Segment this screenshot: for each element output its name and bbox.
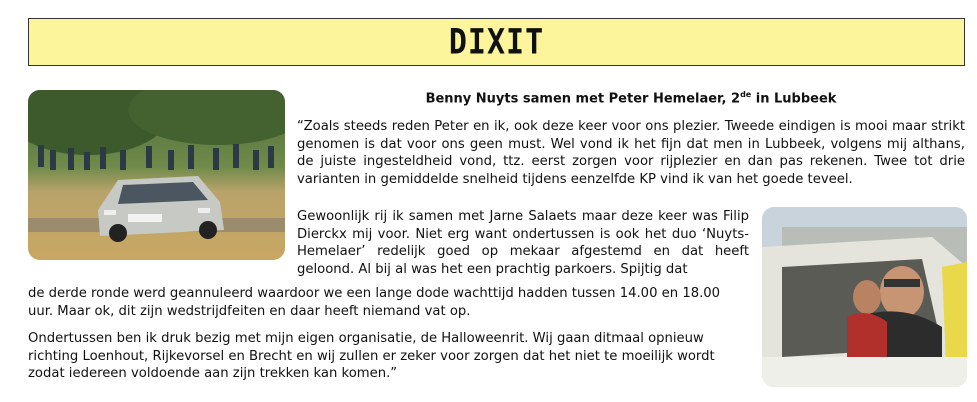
headline-main: Benny Nuyts samen met Peter Hemelaer, 2	[425, 91, 741, 107]
banner-title: DIXIT	[448, 22, 545, 63]
article-paragraph-1: “Zoals steeds reden Peter en ik, ook deze keer voor ons plezier. Tweede eindigen is mooi maar strikt genomen is dat voor ons geen must. Wel vond ik het fijn dat men in Lubbeek, volgens mij althans, de juiste ingesteldheid vond, ttz. eerst zorgen voor rijplezier en dan pas rekenen. Twee tot drie varianten in gemiddelde snelheid tijdens eenzelfde KP vind ik van het goede teveel.	[297, 119, 965, 187]
article-paragraph-2-part-2: de derde ronde werd geannuleerd waardoor we een lange dode wachttijd hadden tussen 14.00 en 18.00 uur. Maar ok, dit zijn wedstrijdfeiten en daar heeft niemand vat op.	[28, 286, 721, 319]
driver-in-car-photo	[762, 207, 967, 387]
article-paragraph-2-part-1: Gewoonlijk rij ik samen met Jarne Salaets maar deze keer was Filip Dierckx mij voor. Niet erg want ondertussen is ook het duo ‘Nuyts-Hemelaer’ redelijk goed op mekaar afgestemd en dat heeft geloond. Al bij al was het een prachtig parkoers. Spijtig dat	[297, 209, 749, 277]
article-headline	[297, 90, 965, 106]
headline-end: in Lubbeek	[751, 91, 837, 107]
article-paragraph-3: Ondertussen ben ik druk bezig met mijn eigen organisatie, de Halloweenrit. Wij gaan ditmaal opnieuw richting Loenhout, Rijkevorsel en Brecht en wij zullen er zeker voor zorgen dat het niet te moeilijk wordt zodat iedereen voldoende aan zijn trekken kan komen.”	[28, 331, 715, 381]
title-banner	[28, 18, 965, 66]
headline-superscript: de	[740, 90, 752, 99]
rally-car-photo	[28, 90, 285, 260]
